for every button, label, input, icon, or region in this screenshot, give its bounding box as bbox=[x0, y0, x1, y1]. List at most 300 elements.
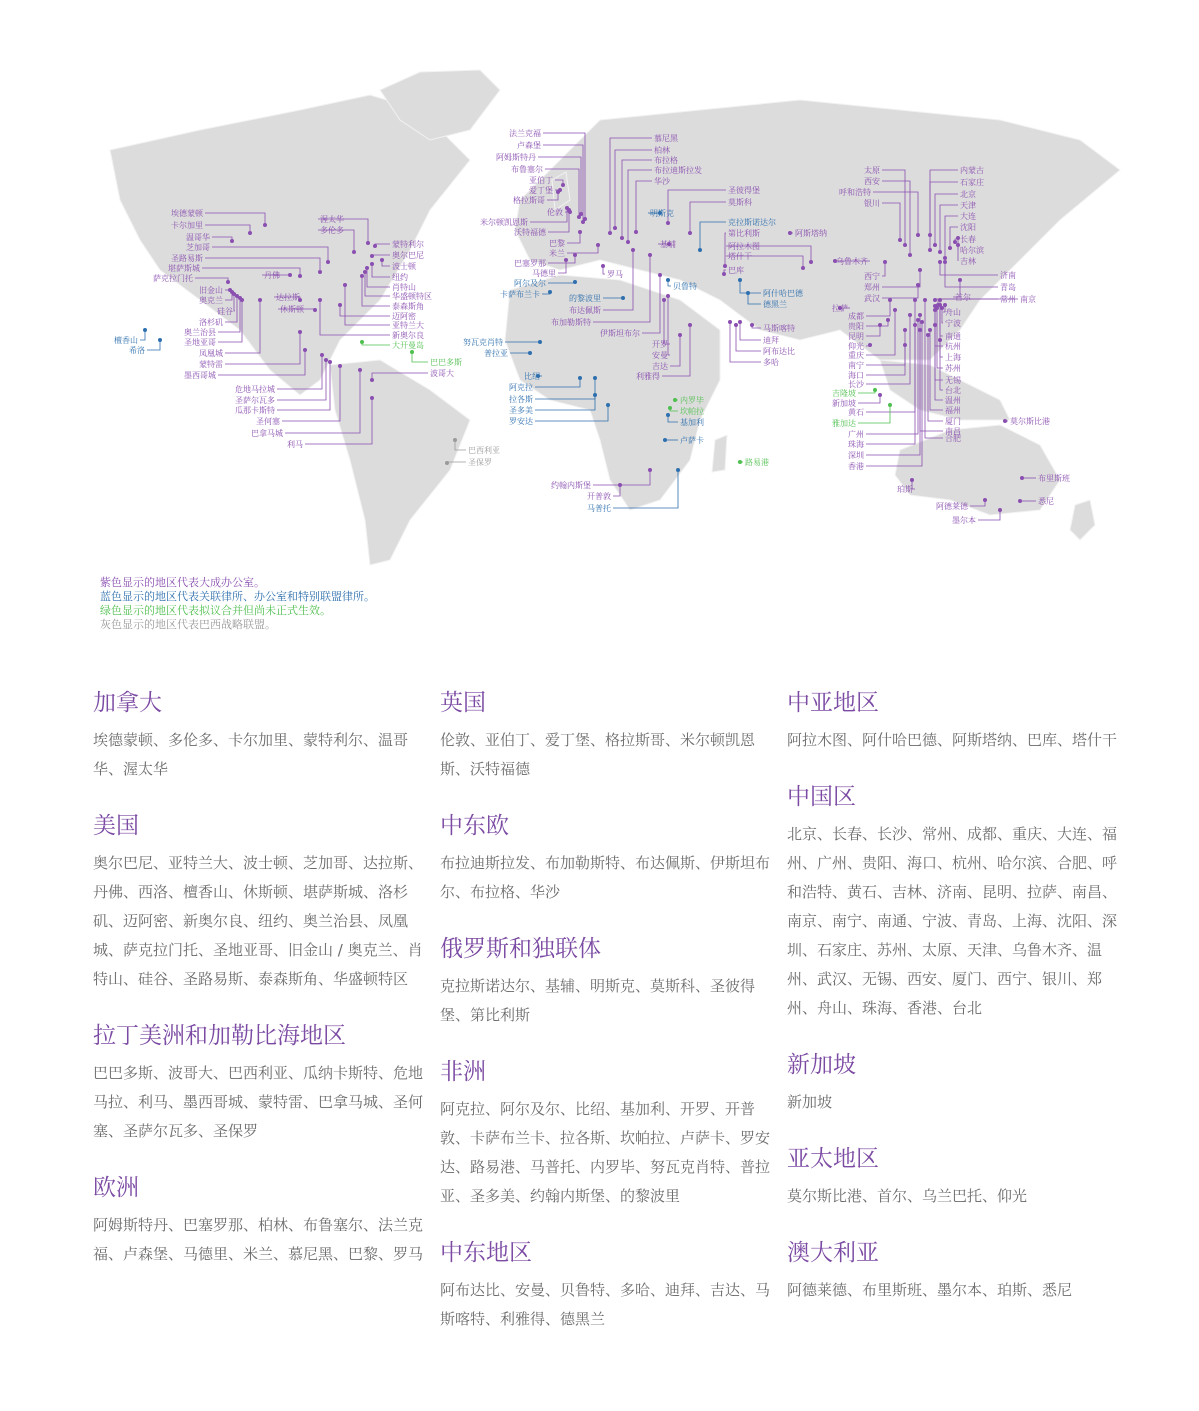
city-marker bbox=[903, 243, 907, 247]
city-marker bbox=[666, 221, 670, 225]
city-marker bbox=[564, 258, 568, 262]
map-label: 墨尔本 bbox=[952, 516, 976, 525]
map-label: 布加勒斯特 bbox=[551, 318, 591, 327]
map-label: 石家庄 bbox=[960, 178, 984, 187]
region-title: 俄罗斯和独联体 bbox=[440, 936, 601, 962]
region-singapore bbox=[787, 1050, 1117, 1117]
world-map-svg bbox=[0, 0, 1199, 580]
legend-alliance: 灰色显示的地区代表巴西战略联盟。 bbox=[100, 618, 276, 631]
map-label: 西安 bbox=[864, 177, 880, 186]
map-label: 基加利 bbox=[680, 418, 704, 427]
region-title: 加拿大 bbox=[93, 690, 162, 716]
map-label: 巴塞罗那 bbox=[514, 259, 546, 268]
city-marker bbox=[943, 303, 947, 307]
map-label: 米兰 bbox=[549, 249, 565, 258]
city-marker bbox=[938, 303, 942, 307]
region-central-eastern-europe bbox=[440, 811, 770, 907]
city-marker bbox=[676, 468, 680, 472]
city-marker bbox=[913, 323, 917, 327]
map-label: 伦敦 bbox=[547, 208, 563, 217]
map-label: 郑州 bbox=[864, 283, 880, 292]
region-title: 中东地区 bbox=[440, 1240, 532, 1266]
region-column-2 bbox=[440, 688, 770, 1361]
region-cities: 莫尔斯比港、首尔、乌兰巴托、仰光 bbox=[787, 1187, 1028, 1205]
map-label: 波士顿 bbox=[392, 262, 416, 271]
city-marker bbox=[328, 360, 332, 364]
city-marker bbox=[561, 183, 565, 187]
map-label: 格拉斯哥 bbox=[513, 196, 545, 205]
region-title: 中亚地区 bbox=[787, 690, 879, 716]
map-label: 法兰克福 bbox=[509, 129, 541, 138]
map-label: 银川 bbox=[864, 199, 880, 208]
map-label: 利马 bbox=[287, 440, 303, 449]
region-latin-america bbox=[93, 1021, 423, 1146]
region-australia bbox=[787, 1238, 1117, 1305]
city-marker bbox=[365, 266, 369, 270]
city-marker bbox=[303, 348, 307, 352]
city-marker bbox=[908, 253, 912, 257]
map-label: 丹佛 bbox=[264, 271, 280, 280]
city-marker bbox=[620, 236, 624, 240]
map-label: 乌鲁木齐 bbox=[836, 257, 868, 266]
map-label: 普拉亚 bbox=[484, 349, 508, 358]
map-label: 德黑兰 bbox=[763, 300, 787, 309]
map-label: 卡尔加里 bbox=[171, 221, 203, 230]
city-marker bbox=[658, 273, 662, 277]
city-marker bbox=[688, 323, 692, 327]
map-label: 仰光 bbox=[848, 342, 864, 351]
city-marker bbox=[878, 393, 882, 397]
map-label: 内罗毕 bbox=[680, 396, 704, 405]
map-label: 柏林 bbox=[654, 146, 670, 155]
map-label: 成都 bbox=[848, 312, 864, 321]
map-label: 海口 bbox=[848, 371, 864, 380]
map-label: 昆明 bbox=[848, 332, 864, 341]
map-label: 吉林 bbox=[960, 257, 976, 266]
city-marker bbox=[626, 240, 630, 244]
map-label: 渥太华 bbox=[320, 215, 344, 224]
map-label: 米尔顿凯恩斯 bbox=[480, 218, 528, 227]
city-marker bbox=[943, 260, 947, 264]
map-label: 亚伯丁 bbox=[529, 176, 553, 185]
map-label: 西宁 bbox=[864, 272, 880, 281]
city-marker bbox=[578, 376, 582, 380]
map-label: 洛杉矶 bbox=[199, 318, 223, 327]
leader-line bbox=[412, 352, 428, 362]
city-marker bbox=[370, 254, 374, 258]
map-label: 布拉格 bbox=[654, 156, 678, 165]
city-marker bbox=[746, 291, 750, 295]
city-marker bbox=[621, 296, 625, 300]
city-marker bbox=[738, 278, 742, 282]
landmass-new-zealand bbox=[1070, 500, 1095, 540]
map-label: 希洛 bbox=[129, 346, 145, 355]
continents bbox=[110, 70, 1120, 565]
city-marker bbox=[728, 320, 732, 324]
city-marker bbox=[556, 190, 560, 194]
city-marker bbox=[916, 283, 920, 287]
region-cities: 阿克拉、阿尔及尔、比绍、基加利、开罗、开普敦、卡萨布兰卡、拉各斯、坎帕拉、卢萨卡、罗安达、路易港、马普托、内罗毕、努瓦克肖特、普拉亚、圣多美、约翰内斯堡、的黎波里 bbox=[440, 1100, 771, 1205]
city-marker bbox=[666, 413, 670, 417]
map-label: 大开曼岛 bbox=[392, 341, 424, 350]
city-marker bbox=[648, 468, 652, 472]
city-marker bbox=[370, 396, 374, 400]
city-marker bbox=[938, 260, 942, 264]
map-label: 硅谷 bbox=[217, 307, 233, 316]
city-marker bbox=[933, 298, 937, 302]
map-label: 圣萨尔瓦多 bbox=[235, 396, 275, 405]
region-column-1 bbox=[93, 688, 423, 1296]
map-label: 武汉 bbox=[864, 294, 880, 303]
map-label: 温州 bbox=[945, 396, 961, 405]
map-label: 爱丁堡 bbox=[529, 186, 553, 195]
city-marker bbox=[668, 406, 672, 410]
map-label: 布里斯班 bbox=[1038, 474, 1070, 483]
city-marker bbox=[240, 298, 244, 302]
city-marker bbox=[953, 240, 957, 244]
map-label: 阿什哈巴德 bbox=[763, 289, 803, 298]
city-marker bbox=[326, 260, 330, 264]
city-marker bbox=[593, 376, 597, 380]
region-cities: 北京、长春、长沙、常州、成都、重庆、大连、福州、广州、贵阳、海口、杭州、哈尔滨、合肥、呼和浩特、黄石、吉林、济南、昆明、拉萨、南昌、南京、南宁、南通、宁波、青岛、上海、沈阳、深圳、石家庄、苏州、太原、天津、乌鲁木齐、温州、武汉、无锡、西安、厦门、西宁、银川、郑州、舟山、珠海、香港、台北 bbox=[787, 825, 1118, 1017]
city-marker bbox=[648, 253, 652, 257]
map-label: 利雅得 bbox=[636, 372, 660, 381]
map-label: 吉达 bbox=[652, 362, 668, 371]
map-label: 华沙 bbox=[654, 177, 670, 186]
region-cities: 布拉迪斯拉发、布加勒斯特、布达佩斯、伊斯坦布尔、布拉格、华沙 bbox=[440, 854, 771, 901]
map-label: 香港 bbox=[848, 462, 864, 471]
city-marker bbox=[410, 350, 414, 354]
map-label: 卡萨布兰卡 bbox=[500, 290, 540, 299]
map-label: 圣地亚哥 bbox=[184, 338, 216, 347]
city-marker bbox=[918, 268, 922, 272]
city-marker bbox=[916, 233, 920, 237]
city-marker bbox=[938, 338, 942, 342]
city-marker bbox=[573, 253, 577, 257]
map-label: 黄石 bbox=[848, 408, 864, 417]
map-label: 奥克兰 bbox=[199, 296, 223, 305]
city-marker bbox=[318, 270, 322, 274]
map-label: 青岛 bbox=[1000, 283, 1016, 292]
map-label: 肖特山 bbox=[392, 283, 416, 292]
map-label: 巴拿马城 bbox=[251, 429, 283, 438]
map-label: 亚特兰大 bbox=[392, 321, 424, 330]
region-title: 中东欧 bbox=[440, 813, 509, 839]
city-marker bbox=[1003, 419, 1007, 423]
map-label: 奥兰治县 bbox=[184, 328, 216, 337]
city-marker bbox=[230, 239, 234, 243]
city-marker bbox=[370, 262, 374, 266]
city-marker bbox=[923, 298, 927, 302]
city-marker bbox=[578, 230, 582, 234]
map-label: 内蒙古 bbox=[960, 166, 984, 175]
map-label: 基辅 bbox=[660, 240, 676, 249]
city-marker bbox=[722, 272, 726, 276]
map-label: 杭州 bbox=[945, 342, 961, 351]
city-marker bbox=[928, 328, 932, 332]
city-marker bbox=[613, 226, 617, 230]
map-label: 圣何塞 bbox=[256, 417, 280, 426]
map-label: 马普托 bbox=[587, 504, 611, 513]
region-title: 中国区 bbox=[787, 784, 856, 810]
map-label: 开罗 bbox=[652, 340, 668, 349]
map-label: 哈尔滨 bbox=[960, 246, 984, 255]
region-title: 非洲 bbox=[440, 1059, 486, 1085]
map-label: 巴西利亚 bbox=[468, 446, 500, 455]
city-marker bbox=[596, 243, 600, 247]
map-label: 珀斯 bbox=[897, 485, 913, 494]
region-title: 拉丁美洲和加勒比海地区 bbox=[93, 1023, 346, 1049]
city-marker bbox=[913, 298, 917, 302]
city-marker bbox=[606, 403, 610, 407]
map-label: 华盛顿特区 bbox=[392, 292, 432, 301]
map-label: 合肥 bbox=[945, 434, 961, 443]
city-marker bbox=[601, 264, 605, 268]
map-label: 呼和浩特 bbox=[839, 188, 871, 197]
map-label: 沈阳 bbox=[960, 223, 976, 232]
map-label: 危地马拉城 bbox=[235, 385, 275, 394]
region-middle-east bbox=[440, 1238, 770, 1334]
city-marker bbox=[538, 340, 542, 344]
region-cities: 克拉斯诺达尔、基辅、明斯克、莫斯科、圣彼得堡、第比利斯 bbox=[440, 977, 756, 1024]
map-label: 罗马 bbox=[607, 270, 623, 279]
city-marker bbox=[298, 274, 302, 278]
map-label: 圣彼得堡 bbox=[728, 186, 760, 195]
region-cities: 巴巴多斯、波哥大、巴西利亚、瓜纳卡斯特、危地马拉、利马、墨西哥城、蒙特雷、巴拿马城、圣何塞、圣萨尔瓦多、圣保罗 bbox=[93, 1064, 424, 1140]
map-label: 马德里 bbox=[532, 269, 556, 278]
map-label: 贵阳 bbox=[848, 322, 864, 331]
city-marker bbox=[573, 280, 577, 284]
legend-associated: 蓝色显示的地区代表关联律所、办公室和特别联盟律所。 bbox=[100, 590, 375, 603]
region-canada bbox=[93, 688, 423, 784]
map-label: 圣保罗 bbox=[468, 458, 492, 467]
map-label: 天津 bbox=[960, 201, 976, 210]
city-marker bbox=[380, 258, 384, 262]
map-label: 第比利斯 bbox=[728, 229, 760, 238]
city-marker bbox=[916, 318, 920, 322]
region-title: 新加坡 bbox=[787, 1052, 856, 1078]
city-marker bbox=[352, 250, 356, 254]
city-marker bbox=[631, 248, 635, 252]
map-label: 阿德莱德 bbox=[936, 502, 968, 511]
map-label: 上海 bbox=[945, 353, 961, 362]
city-marker bbox=[910, 478, 914, 482]
city-marker bbox=[938, 250, 942, 254]
map-label: 塔什干 bbox=[728, 252, 752, 261]
region-china bbox=[787, 782, 1117, 1023]
city-marker bbox=[318, 298, 322, 302]
region-asia-pacific bbox=[787, 1144, 1117, 1211]
map-label: 阿克拉 bbox=[509, 383, 533, 392]
landmass-south-america bbox=[330, 360, 470, 565]
legend-agreement: 绿色显示的地区代表拟议合并但尚未正式生效。 bbox=[100, 604, 331, 617]
city-marker bbox=[373, 244, 377, 248]
city-marker bbox=[593, 393, 597, 397]
map-label: 深圳 bbox=[848, 451, 864, 460]
city-marker bbox=[158, 338, 162, 342]
region-title: 亚太地区 bbox=[787, 1146, 879, 1172]
map-label: 约翰内斯堡 bbox=[551, 481, 591, 490]
city-marker bbox=[577, 215, 581, 219]
region-usa bbox=[93, 811, 423, 994]
map-label: 休斯顿 bbox=[280, 305, 304, 314]
map-legend bbox=[100, 576, 375, 632]
map-label: 新奥尔良 bbox=[392, 331, 424, 340]
city-marker bbox=[920, 320, 924, 324]
map-label: 雅加达 bbox=[832, 419, 856, 428]
region-central-asia bbox=[787, 688, 1117, 755]
city-marker bbox=[548, 290, 552, 294]
map-label: 厦门 bbox=[945, 417, 961, 426]
map-label: 南宁 bbox=[848, 361, 864, 370]
city-marker bbox=[528, 351, 532, 355]
map-label: 圣多美 bbox=[509, 406, 533, 415]
map-label: 坎帕拉 bbox=[680, 407, 704, 416]
leader-line bbox=[362, 342, 390, 345]
map-label: 长春 bbox=[960, 235, 976, 244]
map-label: 安曼 bbox=[652, 351, 668, 360]
map-label: 新加坡 bbox=[832, 399, 856, 408]
city-marker bbox=[908, 313, 912, 317]
map-label: 珠海 bbox=[848, 440, 864, 449]
city-marker bbox=[324, 358, 328, 362]
city-marker bbox=[888, 403, 892, 407]
map-label: 奥尔巴尼 bbox=[392, 251, 424, 260]
city-marker bbox=[898, 238, 902, 242]
map-label: 比绍 bbox=[524, 372, 540, 381]
map-label: 宁波 bbox=[945, 319, 961, 328]
city-marker bbox=[873, 388, 877, 392]
region-africa bbox=[440, 1057, 770, 1211]
map-label: 阿斯塔纳 bbox=[795, 229, 827, 238]
map-label: 慕尼黑 bbox=[654, 134, 678, 143]
city-marker bbox=[298, 330, 302, 334]
map-label: 太原 bbox=[864, 166, 880, 175]
map-label: 卢萨卡 bbox=[680, 436, 704, 445]
city-marker bbox=[688, 231, 692, 235]
city-marker bbox=[634, 230, 638, 234]
city-marker bbox=[258, 298, 262, 302]
map-label: 温哥华 bbox=[186, 233, 210, 242]
map-label: 首尔 bbox=[955, 293, 971, 302]
leader-line bbox=[858, 390, 875, 393]
map-label: 莫尔斯比港 bbox=[1010, 417, 1050, 426]
map-label: 舟山 bbox=[945, 308, 961, 317]
city-marker bbox=[363, 270, 367, 274]
map-label: 萨克拉门托 bbox=[153, 274, 193, 283]
map-label: 罗安达 bbox=[509, 417, 533, 426]
map-label: 纽约 bbox=[392, 273, 408, 282]
city-marker bbox=[903, 328, 907, 332]
city-marker bbox=[738, 320, 742, 324]
city-marker bbox=[809, 260, 813, 264]
map-label: 拉各斯 bbox=[509, 395, 533, 404]
map-label: 巴黎 bbox=[549, 239, 565, 248]
map-label: 阿尔及尔 bbox=[514, 279, 546, 288]
city-marker bbox=[608, 231, 612, 235]
map-label: 吉隆坡 bbox=[832, 389, 856, 398]
city-marker bbox=[801, 266, 805, 270]
map-label: 布拉迪斯拉发 bbox=[654, 166, 702, 175]
region-title: 美国 bbox=[93, 813, 139, 839]
map-label: 大连 bbox=[960, 212, 976, 221]
map-label: 卢森堡 bbox=[517, 141, 541, 150]
city-marker bbox=[581, 220, 585, 224]
map-label: 马斯喀特 bbox=[763, 324, 795, 333]
region-europe bbox=[93, 1173, 423, 1269]
map-label: 无锡 bbox=[945, 376, 961, 385]
city-marker bbox=[943, 256, 947, 260]
legend-office: 紫色显示的地区代表大成办公室。 bbox=[100, 576, 265, 589]
landmass-madagascar bbox=[712, 435, 727, 472]
map-label: 南京 bbox=[1020, 295, 1036, 304]
map-label: 广州 bbox=[848, 430, 864, 439]
city-marker bbox=[883, 260, 887, 264]
region-title: 澳大利亚 bbox=[787, 1240, 879, 1266]
city-marker bbox=[948, 246, 952, 250]
map-label: 布鲁塞尔 bbox=[511, 165, 543, 174]
city-marker bbox=[983, 498, 987, 502]
region-uk bbox=[440, 688, 770, 784]
city-marker bbox=[666, 278, 670, 282]
region-cities: 伦敦、亚伯丁、爱丁堡、格拉斯哥、米尔顿凯恩斯、沃特福德 bbox=[440, 731, 756, 778]
map-label: 阿拉木图 bbox=[728, 242, 760, 251]
city-marker bbox=[288, 273, 292, 277]
city-marker bbox=[998, 508, 1002, 512]
city-marker bbox=[788, 231, 792, 235]
city-marker bbox=[750, 323, 754, 327]
map-label: 波哥大 bbox=[430, 369, 454, 378]
map-label: 堪萨斯城 bbox=[168, 264, 200, 273]
city-marker bbox=[933, 243, 937, 247]
map-label: 迪拜 bbox=[763, 336, 779, 345]
map-label: 圣路易斯 bbox=[171, 254, 203, 263]
city-marker bbox=[360, 274, 364, 278]
region-title: 英国 bbox=[440, 690, 486, 716]
map-label: 悉尼 bbox=[1038, 497, 1054, 506]
map-label: 路易港 bbox=[745, 458, 769, 467]
map-label: 台北 bbox=[945, 386, 961, 395]
city-marker bbox=[338, 364, 342, 368]
city-marker bbox=[698, 248, 702, 252]
city-marker bbox=[918, 313, 922, 317]
city-marker bbox=[734, 323, 738, 327]
map-label: 凤凰城 bbox=[199, 349, 223, 358]
map-label: 北京 bbox=[960, 190, 976, 199]
map-label: 芝加哥 bbox=[186, 243, 210, 252]
map-label: 拉萨 bbox=[832, 304, 848, 313]
city-marker bbox=[313, 308, 317, 312]
map-label: 济南 bbox=[1000, 271, 1016, 280]
city-marker bbox=[248, 231, 252, 235]
city-marker bbox=[358, 368, 362, 372]
map-label: 苏州 bbox=[945, 364, 961, 373]
region-cities: 阿布达比、安曼、贝鲁特、多哈、迪拜、吉达、马斯喀特、利雅得、德黑兰 bbox=[440, 1281, 771, 1328]
map-label: 布达佩斯 bbox=[569, 306, 601, 315]
city-marker bbox=[143, 328, 147, 332]
city-marker bbox=[666, 294, 670, 298]
map-label: 旧金山 bbox=[199, 286, 223, 295]
map-label: 巴库 bbox=[728, 266, 744, 275]
region-cities: 阿德莱德、布里斯班、墨尔本、珀斯、悉尼 bbox=[787, 1281, 1073, 1299]
city-marker bbox=[738, 460, 742, 464]
city-marker bbox=[662, 298, 666, 302]
city-marker bbox=[868, 343, 872, 347]
map-label: 努瓦克肖特 bbox=[463, 338, 503, 347]
region-cities: 新加坡 bbox=[787, 1093, 833, 1111]
region-column-3 bbox=[787, 688, 1117, 1332]
city-marker bbox=[1018, 499, 1022, 503]
